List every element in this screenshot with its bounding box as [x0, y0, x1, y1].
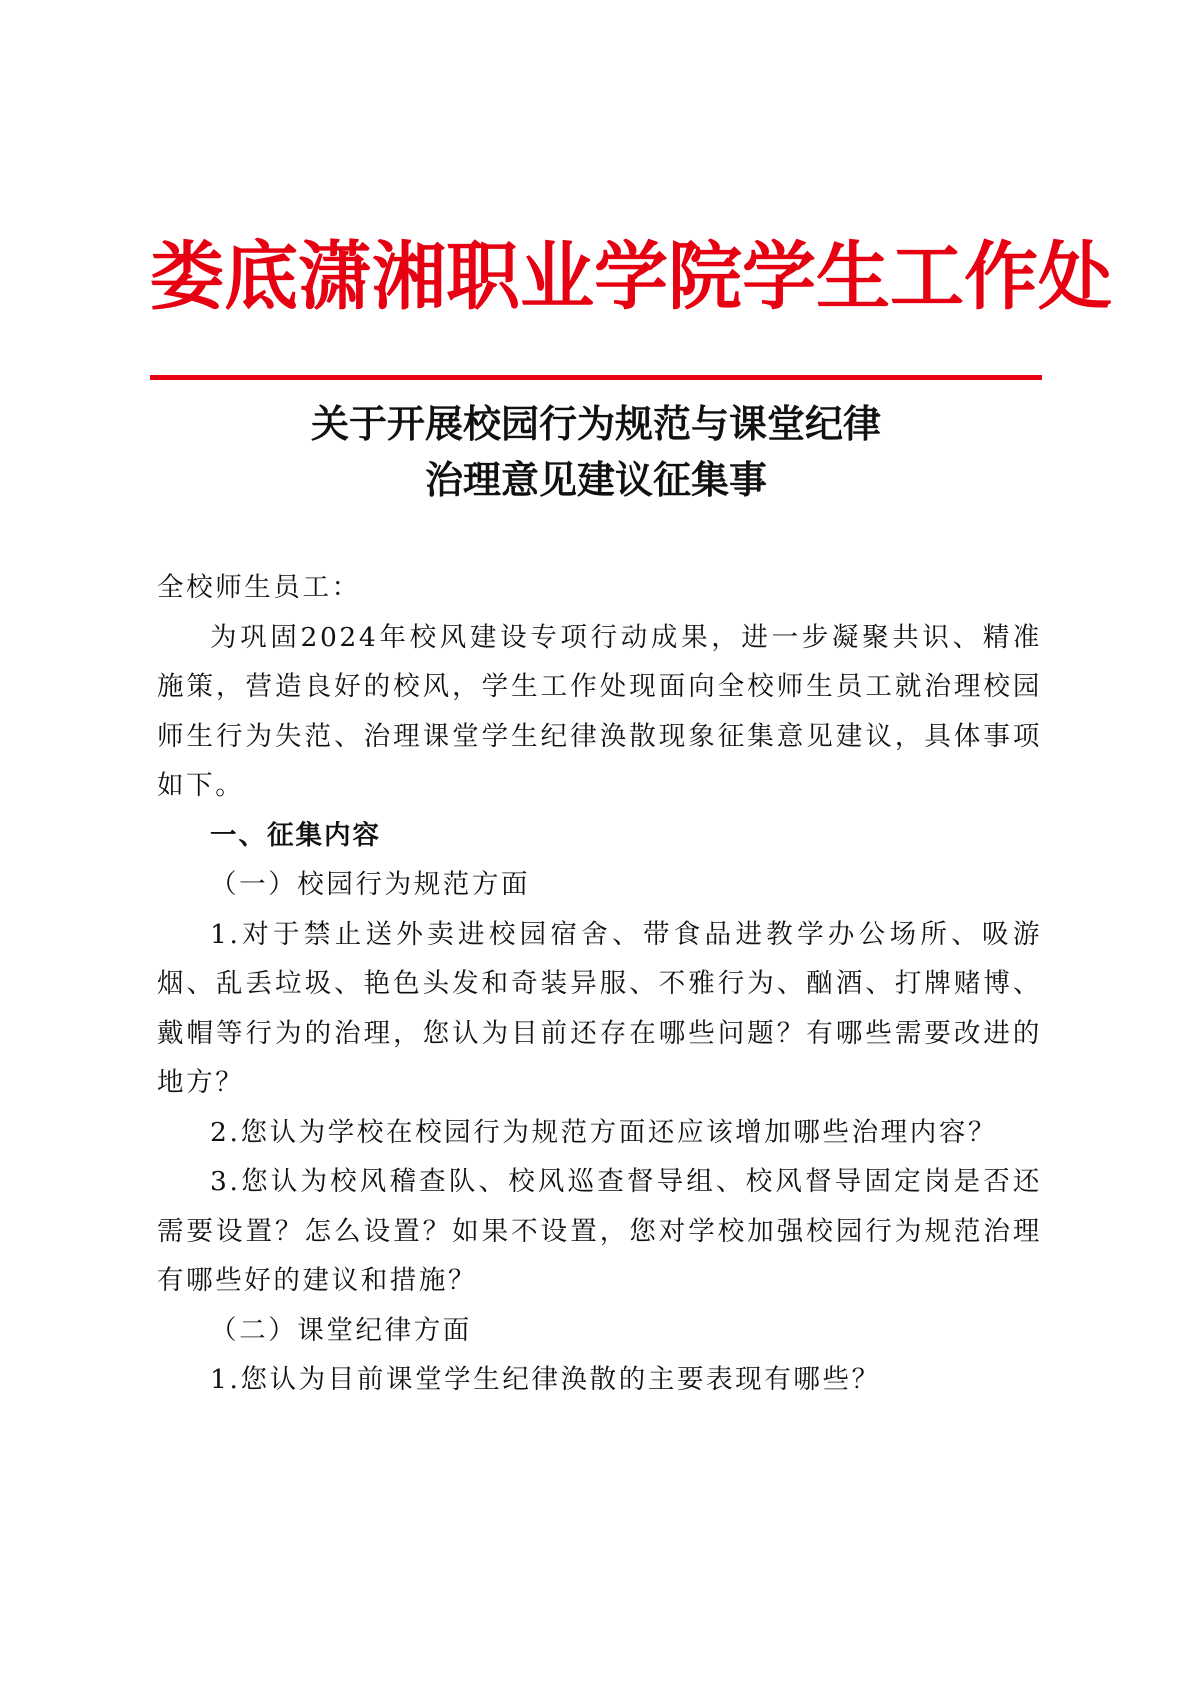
- list-item: 1.对于禁止送外卖进校园宿舍、带食品进教学办公场所、吸游烟、乱丢垃圾、艳色头发和奇装异服、不雅行为、酗酒、打牌赌博、戴帽等行为的治理，您认为目前还存在哪些问题？有哪些需要改进的地方？: [157, 918, 1042, 1098]
- intro-paragraph: 为巩固2024年校风建设专项行动成果，进一步凝聚共识、精准施策，营造良好的校风，学生工作处现面向全校师生员工就治理校园师生行为失范、治理课堂学生纪律涣散现象征集意见建议，具体事项如下。: [157, 621, 1042, 801]
- list-item: 1.您认为目前课堂学生纪律涣散的主要表现有哪些？: [210, 1364, 881, 1395]
- issuer-header: 娄底潇湘职业学院学生工作处: [150, 234, 1112, 320]
- document-title-line-2: 治理意见建议征集事: [424, 457, 767, 502]
- subsection-heading-classroom-discipline: （二）课堂纪律方面: [210, 1314, 472, 1346]
- document-body: [157, 563, 1042, 1405]
- subsection-heading-campus-conduct: （一）校园行为规范方面: [210, 869, 531, 900]
- header-divider: [150, 375, 1042, 380]
- list-item: 2.您认为学校在校园行为规范方面还应该增加哪些治理内容？: [210, 1116, 998, 1148]
- document-title-line-1: 关于开展校园行为规范与课堂纪律: [310, 401, 881, 446]
- list-item: 3.您认为校风稽查队、校风巡查督导组、校风督导固定岗是否还需要设置？怎么设置？如果不设置，您对学校加强校园行为规范治理有哪些好的建议和措施？: [157, 1166, 1042, 1296]
- greeting: 全校师生员工：: [157, 572, 361, 603]
- section-heading-collection-content: 一、征集内容: [210, 819, 381, 851]
